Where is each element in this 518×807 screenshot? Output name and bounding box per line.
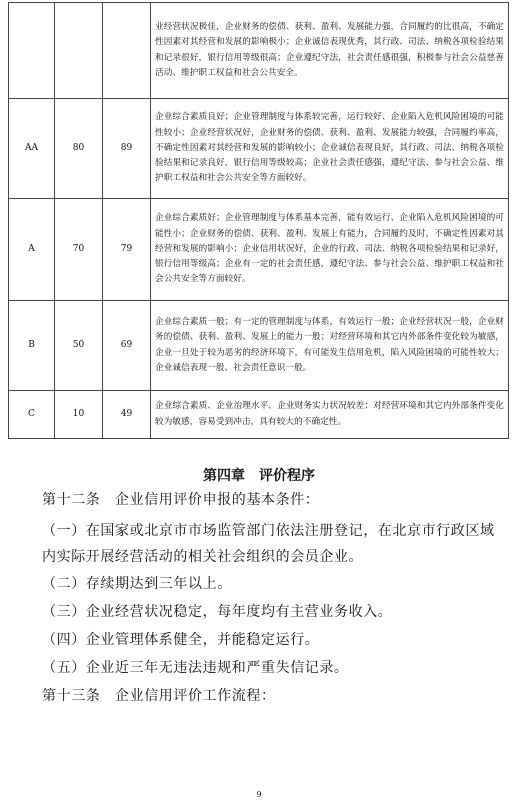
condition-paragraph-2: （二）存续期达到三年以上。	[42, 576, 232, 592]
table-row	[9, 199, 509, 301]
condition-paragraph-4: （四）企业管理体系健全，并能稳定运行。	[42, 632, 320, 648]
score-max-cell	[103, 3, 151, 99]
chapter-title: 第四章 评价程序	[203, 468, 315, 484]
grade-level-cell: C	[9, 391, 55, 439]
article-12-heading: 第十二条 企业信用评价申报的基本条件：	[42, 492, 320, 508]
article-13-heading: 第十三条 企业信用评价工作流程：	[42, 688, 276, 704]
condition-paragraph-3: （三）企业经营状况稳定，每年度均有主营业务收入。	[42, 604, 393, 620]
score-min-cell	[55, 3, 103, 99]
grade-level-cell	[9, 3, 55, 99]
score-max-cell: 79	[103, 199, 151, 301]
grade-description-cell: 业经营状况极佳，企业财务的偿债、获利、盈利、发展能力强，合同履约的比很高，不确定性因素对其经营和发展的影响极小；企业诚信表现优秀，其行政、司法、纳税各项检验结果和记录很好，银行信用等级很高；企业遵纪守法，社会责任感很强，积极参与社会公益慈善活动、维护职工权益和社会公共安全。	[151, 3, 509, 99]
table-row	[9, 99, 509, 199]
score-min-cell: 70	[55, 199, 103, 301]
table-row	[9, 3, 509, 99]
credit-grade-table	[8, 2, 509, 439]
grade-description-cell: 企业综合素质好；企业管理制度与体系基本完善，能有效运行、企业陷入危机风险困境的可能性小；企业财务的偿债、获利、盈利、发展上有能力，合同履约及时，不确定性因素对其经营和发展的影响小；企业信用状况好，企业的行政、司法、纳税各项检验结果和记录好，银行信用等级高；企业有一定的社会责任感，遵纪守法、参与社会公益、维护职工权益和社会公共安全等方面较好。	[151, 199, 509, 301]
score-min-cell: 10	[55, 391, 103, 439]
condition-paragraph-5: （五）企业近三年无违法违规和严重失信记录。	[42, 660, 349, 676]
condition-paragraph-1: （一）在国家或北京市市场监管部门依法注册登记，在北京市行政区域内实际开展经营活动的相关社会组织的会员企业。	[42, 523, 495, 565]
score-max-cell: 49	[103, 391, 151, 439]
grade-level-cell: AA	[9, 99, 55, 199]
grade-description-cell: 企业综合素质、企业治理水平、企业财务实力状况较差；对经营环境和其它内外部条件变化较为敏感，容易受到冲击，具有较大的不确定性。	[151, 391, 509, 439]
table-row	[9, 301, 509, 391]
grade-description-cell: 企业综合素质一般；有一定的管理制度与体系，有效运行一般；企业经营状况一般，企业财务的偿债、获利、盈利、发展上的能力一般；对经营环境和其它内外部条件变化较为敏感，企业一旦处于较为恶劣的经济环境下，有可能发生信用危机，陷入风险困境的可能性较大；企业诚信表现一般、社会责任意识一般。	[151, 301, 509, 391]
table-row	[9, 391, 509, 439]
grade-level-cell: A	[9, 199, 55, 301]
score-max-cell: 89	[103, 99, 151, 199]
page-number: 9	[256, 790, 262, 799]
grade-description-cell: 企业综合素质良好；企业管理制度与体系较完善，运行较好、企业陷入危机风险困境的可能性较小；企业经营状况好，企业财务的偿债、获利、盈利、发展能力较强，合同履约率高，不确定性因素对其经营和发展的影响较小；企业诚信表现良好，其行政、司法、纳税各项检验结果和记录良好，银行信用等级较高；企业社会责任感强，遵纪守法、参与社会公益、维护职工权益和社会公共安全等方面较好。	[151, 99, 509, 199]
score-min-cell: 50	[55, 301, 103, 391]
grade-level-cell: B	[9, 301, 55, 391]
score-min-cell: 80	[55, 99, 103, 199]
score-max-cell: 69	[103, 301, 151, 391]
